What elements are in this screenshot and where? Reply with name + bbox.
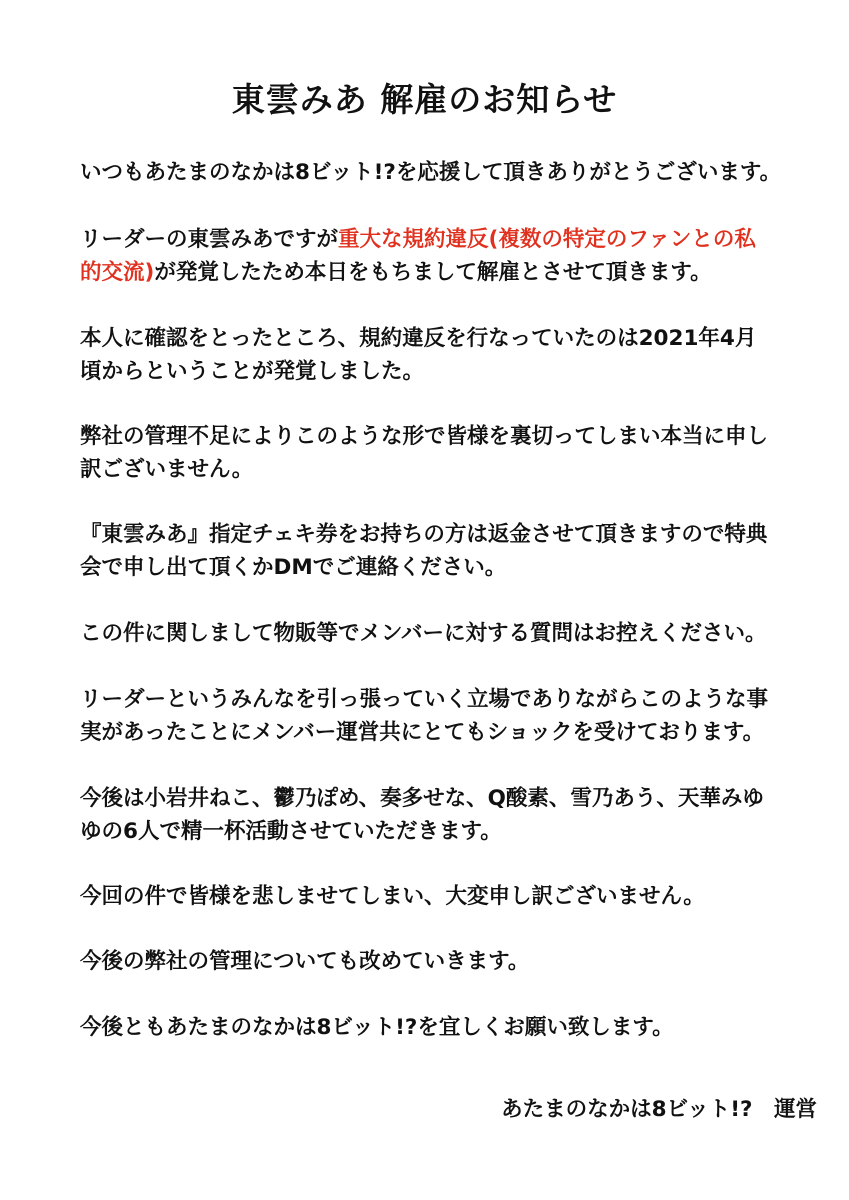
paragraph-dismissal-reason — [80, 223, 780, 289]
text-line: リーダーというみんなを引っ張っていく立場でありながらこのような事 — [80, 687, 769, 712]
text-line: 『東雲みあ』指定チェキ券をお持ちの方は返金させて頂きますので特典 — [80, 522, 768, 547]
paragraph-improvement — [80, 945, 780, 978]
paragraph-confirmation — [80, 322, 780, 388]
text-segment: が発覚したため本日をもちまして解雇とさせて頂きます。 — [154, 260, 712, 285]
text-line: 実があったことにメンバー運営共にとてもショックを受けております。 — [80, 720, 765, 745]
highlighted-violation-text: 的交流) — [80, 260, 155, 285]
text-line — [80, 223, 780, 256]
text-line: いつもあたまのなかは8ビット!?を応援して頂きありがとうございます。 — [80, 160, 782, 185]
highlighted-violation-text: 重大な規約違反(複数の特定のファンとの私 — [338, 227, 756, 252]
paragraph-apology — [80, 880, 780, 913]
text-line: 訳ございません。 — [80, 457, 254, 482]
paragraph-shock — [80, 683, 780, 749]
text-line: この件に関しまして物販等でメンバーに対する質問はお控えください。 — [80, 621, 767, 646]
text-segment: リーダーの東雲みあですが — [80, 227, 339, 252]
text-line: 今後ともあたまのなかは8ビット!?を宜しくお願い致します。 — [80, 1015, 674, 1040]
paragraph-apology-management — [80, 420, 780, 486]
paragraph-closing — [80, 1011, 780, 1044]
text-line: 今後は小岩井ねこ、鬱乃ぽめ、奏多せな、Q酸素、雪乃あう、天華みゆ — [80, 786, 764, 811]
text-line: 頃からということが発覚しました。 — [80, 359, 425, 384]
signature: あたまのなかは8ビット!? 運営 — [501, 1097, 817, 1122]
paragraph-greeting — [80, 156, 780, 189]
text-line: 今回の件で皆様を悲しませてしまい、大変申し訳ございません。 — [80, 884, 705, 909]
text-line — [80, 256, 780, 289]
text-line: 会で申し出て頂くかDMでご連絡ください。 — [80, 555, 507, 580]
paragraph-questions — [80, 617, 780, 650]
text-line: 本人に確認をとったところ、規約違反を行なっていたのは2021年4月 — [80, 326, 757, 351]
page-title: 東雲みあ 解雇のお知らせ — [231, 80, 618, 119]
paragraph-refund — [80, 518, 780, 584]
text-line: 弊社の管理不足によりこのような形で皆様を裏切ってしまい本当に申し — [80, 424, 769, 449]
text-line: 今後の弊社の管理についても改めていきます。 — [80, 949, 530, 974]
paragraph-members — [80, 782, 780, 848]
text-line: ゆの6人で精一杯活動させていただきます。 — [80, 819, 502, 844]
